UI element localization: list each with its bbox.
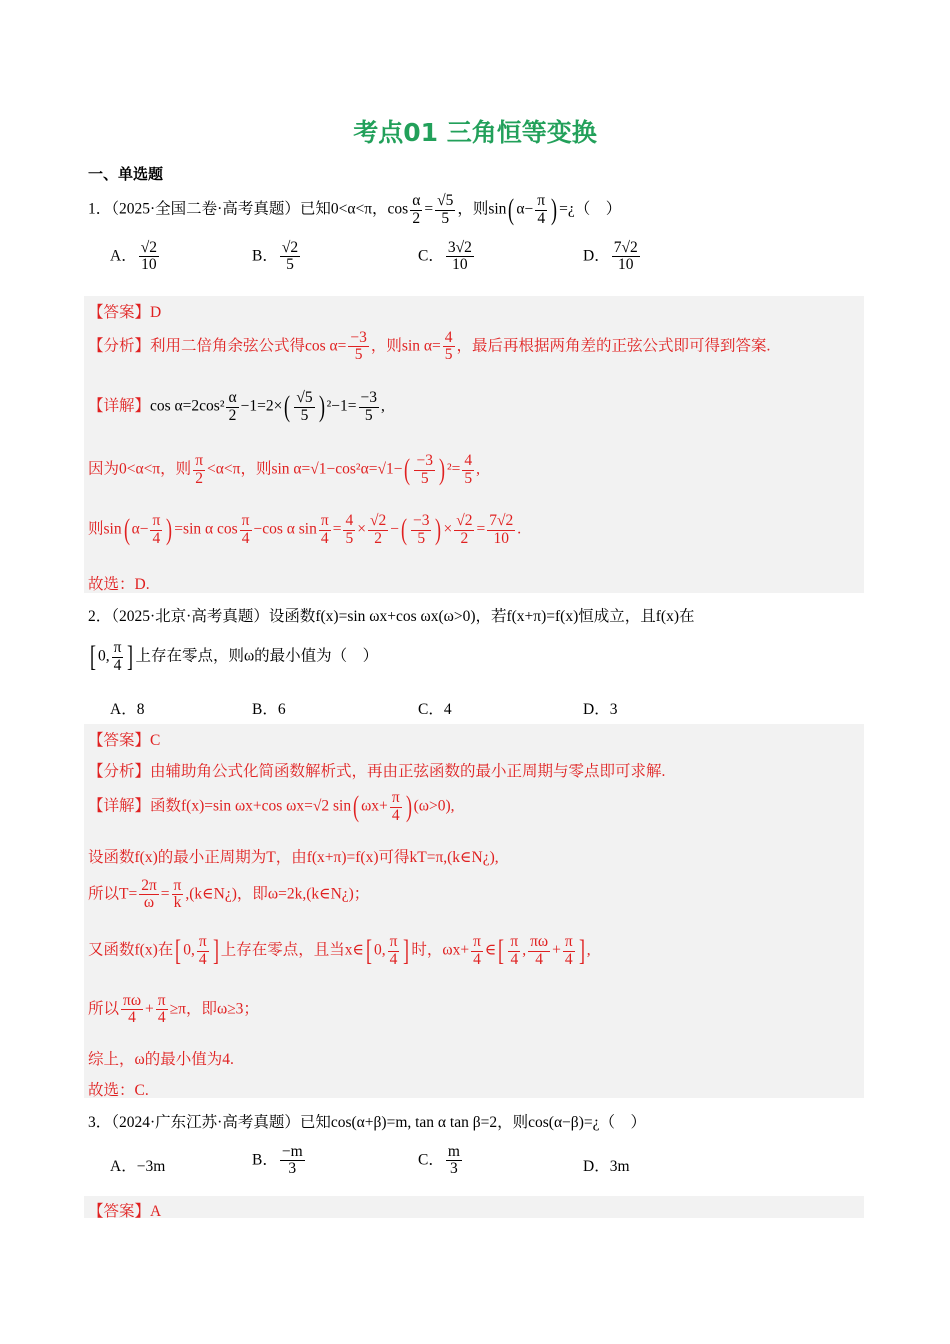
q2-detail-line-6: 综上，ω的最小值为4. [88, 1051, 234, 1068]
q1-cond: 0<α<π，cos [330, 200, 409, 218]
question-2-line-2: [ 0, $\frac{\pi}{4}$ ] 上存在零点，则ω的最小值为（ ） [90, 639, 379, 674]
q1-source: （2025·全国二卷·高考真题）已知 [111, 200, 331, 218]
q1-option-d[interactable]: D． $\frac{7√2}{10}$ [583, 239, 638, 274]
q2-option-a[interactable]: A．8 [110, 701, 145, 718]
q1-frac: $\frac{\pi}{4}$ [537, 192, 546, 227]
q1-option-c[interactable]: C． $\frac{3√2}{10}$ [418, 239, 472, 274]
section-heading: 一、单选题 [88, 165, 164, 183]
question-3: 3．（2024·广东江苏·高考真题）已知cos(α+β)=m, tan α tan β=2，则cos(α−β)=¿（ ） [88, 1114, 646, 1131]
question-2: 2．（2025·北京·高考真题）设函数f(x)=sin ωx+cos ωx(ω>0)，若f(x+π)=f(x)恒成立，且f(x)在 [88, 608, 695, 625]
q1-number: 1． [88, 200, 112, 218]
q2-detail-line-5: 所以 $\frac{\pi\omega}{4}$ + $\frac{\pi}{4}$ ≥π，即ω≥3； [88, 992, 259, 1027]
q2-analysis: 【分析】由辅助角公式化简函数解析式，再由正弦函数的最小正周期与零点即可求解. [88, 763, 666, 780]
page-title: 考点01 三角恒等变换 [353, 118, 597, 147]
q2-detail-line-1: 【详解】函数f(x)=sin ωx+cos ωx=√2 sin( ωx+ $\frac{\pi}{4}$ ) (ω>0), [88, 789, 455, 824]
q3-answer: 【答案】A [88, 1203, 162, 1220]
q1-option-b[interactable]: B． $\frac{√2}{5}$ [252, 239, 299, 274]
q1-frac: $\frac{√5}{5}$ [437, 192, 454, 227]
q1-detail-line-3: 则sin( α− $\frac{\pi}{4}$ ) =sin α cos $\frac{\pi}{4}$ −cos α sin $\frac{\pi}{4}$ = $\frac{4}{5}$ × $\frac{√2}{2}$ −( $\frac{-3}{5}$ ) × $\frac{√2}{2}$ = $\frac{7√2}{10}$ . [88, 512, 522, 547]
q1-detail-line-1: 【详解】cos α=2cos² $\frac{\alpha}{2}$ −1=2×( $\frac{√5}{5}$ ) ²−1= $\frac{-3}{5}$ , [88, 389, 385, 424]
q1-choose: 故选：D. [88, 576, 150, 593]
q1-detail-line-2: 因为0<α<π，则 $\frac{\pi}{2}$ <α<π，则sin α=√1−cos²α=√1−( $\frac{-3}{5}$ ) ²= $\frac{4}{5}$ , [88, 452, 480, 487]
q3-option-b[interactable]: B． $\frac{-m}{3}$ [252, 1143, 303, 1178]
q2-answer: 【答案】C [88, 732, 161, 749]
q2-detail-line-2: 设函数f(x)的最小正周期为T，由f(x+π)=f(x)可得kT=π,(k∈N¿), [88, 849, 499, 866]
q3-option-c[interactable]: C． $\frac{m}{3}$ [418, 1143, 460, 1178]
q2-choose: 故选：C. [88, 1082, 149, 1099]
q2-detail-line-3: 所以T= $\frac{2\pi}{\omega}$ = $\frac{\pi}{k}$ ,(k∈N¿)，即ω=2k,(k∈N¿)； [88, 877, 370, 912]
q1-option-a[interactable]: A． $\frac{√2}{10}$ [110, 239, 157, 274]
q3-option-d[interactable]: D．3m [583, 1158, 630, 1175]
q1-frac: $\frac{\alpha}{2}$ [412, 192, 421, 227]
question-1: 1．（2025·全国二卷·高考真题）已知0<α<π，cos $\frac{\alpha}{2}$ = $\frac{√5}{5}$ ，则sin( α− $\frac{\pi}{4}$ ) =¿（ ） [88, 192, 622, 227]
q1-answer: 【答案】D [88, 304, 162, 321]
q2-detail-line-4: 又函数f(x)在[ 0, $\frac{\pi}{4}$ ] 上存在零点，且当x∈[ 0, $\frac{\pi}{4}$ ] 时，ωx+ $\frac{\pi}{4}$ ∈[ $\frac{\pi}{4}$ , $\frac{\pi\omega}{4}$ + $\frac{\pi}{4}$ ] , [88, 933, 591, 968]
q2-option-d[interactable]: D．3 [583, 701, 618, 718]
q1-analysis: 【分析】利用二倍角余弦公式得cos α= $\frac{-3}{5}$ ，则sin α= $\frac{4}{5}$ ，最后再根据两角差的正弦公式即可得到答案. [88, 329, 771, 364]
q3-option-a[interactable]: A．−3m [110, 1158, 166, 1175]
q2-option-c[interactable]: C．4 [418, 701, 452, 718]
q3-solution-box [84, 1196, 864, 1218]
q2-option-b[interactable]: B．6 [252, 701, 286, 718]
